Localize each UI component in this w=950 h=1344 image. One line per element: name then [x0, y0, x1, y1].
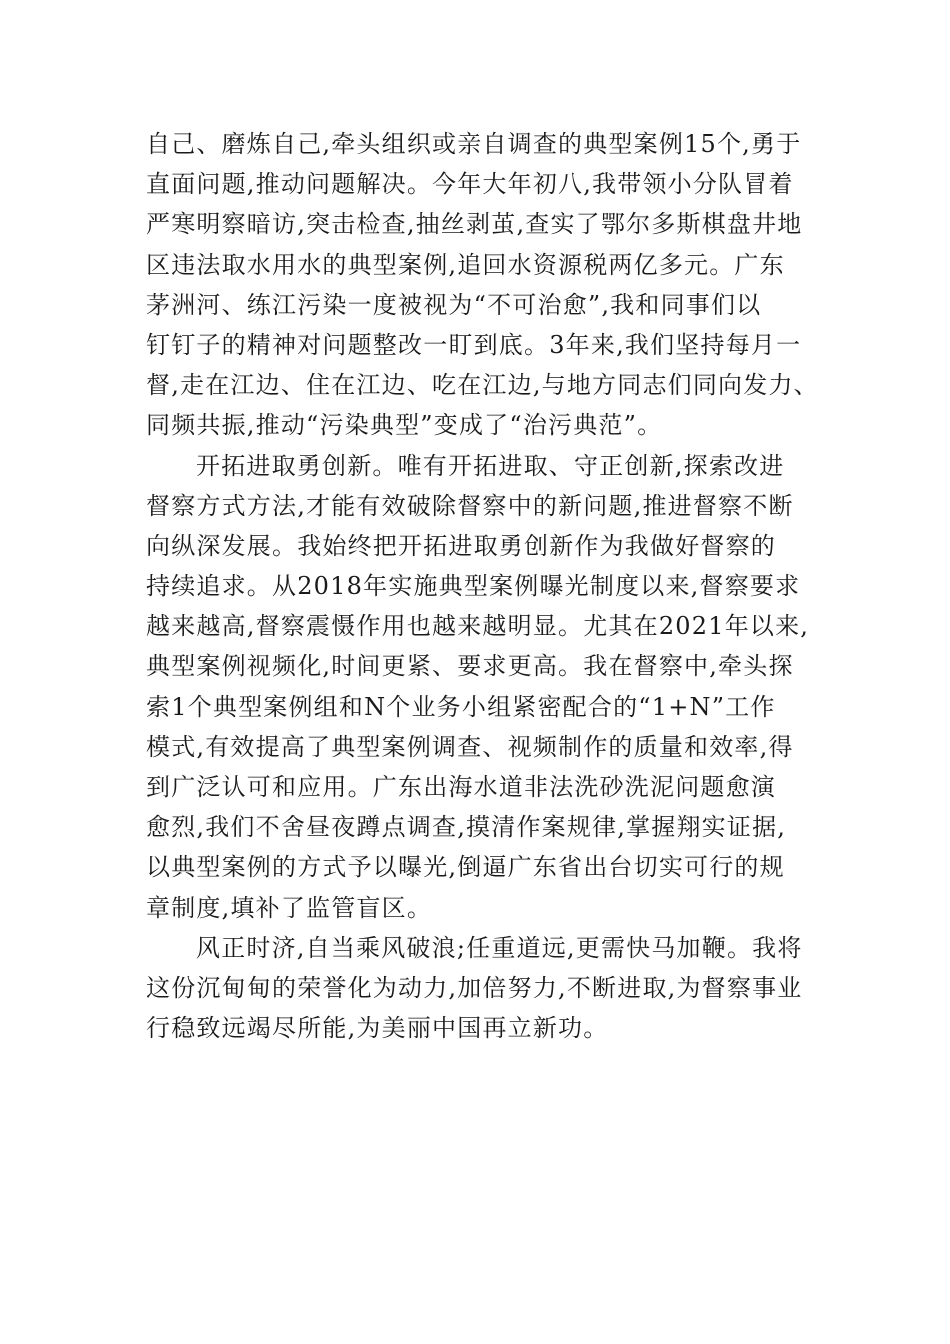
paragraph-1	[146, 124, 826, 446]
text-line: 督,走在江边、住在江边、吃在江边,与地方同志们同向发力、	[146, 371, 819, 400]
text-line: 持续追求。从2018年实施典型案例曝光制度以来,督察要求	[146, 572, 801, 601]
text-line: 这份沉甸甸的荣誉化为动力,加倍努力,不断进取,为督察事业	[146, 973, 803, 1002]
text-line: 愈烈,我们不舍昼夜蹲点调查,摸清作案规律,掌握翔实证据,	[146, 813, 787, 842]
text-line: 向纵深发展。我始终把开拓进取勇创新作为我做好督察的	[146, 531, 776, 560]
text-line: 行稳致远竭尽所能,为美丽中国再立新功。	[146, 1014, 609, 1043]
text-line: 以典型案例的方式予以曝光,倒逼广东省出台切实可行的规	[146, 853, 785, 882]
text-line: 自己、磨炼自己,牵头组织或亲自调查的典型案例15个,勇于	[146, 130, 802, 158]
text-line: 越来越高,督察震慑作用也越来越明显。尤其在2021年以来,	[146, 612, 810, 641]
text-line: 章制度,填补了监管盲区。	[146, 893, 433, 922]
text-line: 索1个典型案例组和N个业务小组紧密配合的“1+N”工作	[146, 692, 776, 721]
text-line: 严寒明察暗访,突击检查,抽丝剥茧,查实了鄂尔多斯棋盘井地	[146, 210, 803, 239]
text-line: 典型案例视频化,时间更紧、要求更高。我在督察中,牵头探	[146, 652, 794, 681]
paragraph-3	[146, 928, 826, 1049]
text-line: 区违法取水用水的典型案例,追回水资源税两亿多元。广东	[146, 250, 785, 279]
text-line: 模式,有效提高了典型案例调查、视频制作的质量和效率,得	[146, 732, 794, 761]
text-line: 同频共振,推动“污染典型”变成了“治污典范”。	[146, 411, 663, 440]
text-line: 开拓进取勇创新。唯有开拓进取、守正创新,探索改进	[196, 451, 785, 480]
text-line: 直面问题,推动问题解决。今年大年初八,我带领小分队冒着	[146, 170, 794, 199]
text-line: 风正时济,自当乘风破浪;任重道远,更需快马加鞭。我将	[196, 933, 803, 962]
text-line: 督察方式方法,才能有效破除督察中的新问题,推进督察不断	[146, 491, 794, 520]
text-line: 茅洲河、练江污染一度被视为“不可治愈”,我和同事们以	[146, 290, 762, 319]
text-line: 到广泛认可和应用。广东出海水道非法洗砂洗泥问题愈演	[146, 773, 776, 801]
text-line: 钉钉子的精神对问题整改一盯到底。3年来,我们坚持每月一	[146, 330, 802, 359]
document-body	[146, 124, 826, 1048]
paragraph-2	[146, 446, 826, 928]
